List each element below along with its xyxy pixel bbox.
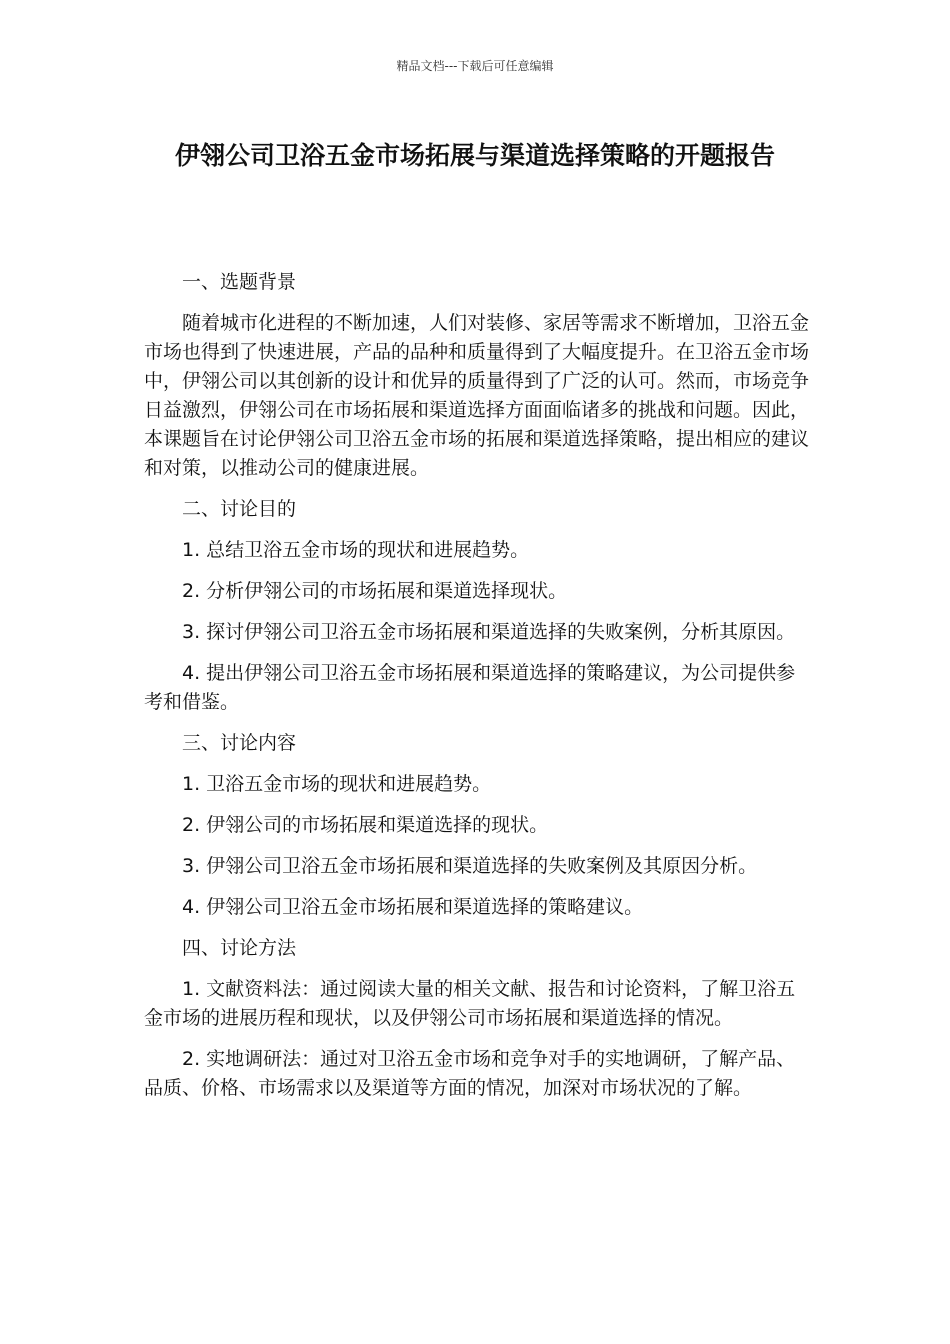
content-item: 2. 伊翎公司的市场拓展和渠道选择的现状。 [182, 814, 549, 836]
purpose-item: 3. 探讨伊翎公司卫浴五金市场拓展和渠道选择的失败案例，分析其原因。 [182, 621, 796, 643]
section-heading-methods: 四、讨论方法 [182, 937, 297, 959]
document-body [144, 268, 809, 1115]
background-paragraph: 随着城市化进程的不断加速，人们对装修、家居等需求不断增加，卫浴五金市场也得到了快速进展，产品的品种和质量得到了大幅度提升。在卫浴五金市场中，伊翎公司以其创新的设计和优异的质量得到了广泛的认可。然而，市场竞争日益激烈，伊翎公司在市场拓展和渠道选择方面面临诸多的挑战和问题。因此，本课题旨在讨论伊翎公司卫浴五金市场的拓展和渠道选择策略，提出相应的建议和对策，以推动公司的健康进展。 [144, 312, 810, 479]
page-header-note: 精品文档---下载后可任意编辑 [396, 59, 554, 73]
purpose-item: 2. 分析伊翎公司的市场拓展和渠道选择现状。 [182, 580, 568, 602]
purpose-item: 1. 总结卫浴五金市场的现状和进展趋势。 [182, 539, 530, 561]
section-heading-content: 三、讨论内容 [182, 732, 297, 754]
document-title: 伊翎公司卫浴五金市场拓展与渠道选择策略的开题报告 [174, 141, 775, 170]
content-item: 4. 伊翎公司卫浴五金市场拓展和渠道选择的策略建议。 [182, 896, 644, 918]
purpose-item: 4. 提出伊翎公司卫浴五金市场拓展和渠道选择的策略建议，为公司提供参考和借鉴。 [144, 662, 796, 713]
section-heading-background: 一、选题背景 [182, 271, 297, 293]
content-item: 3. 伊翎公司卫浴五金市场拓展和渠道选择的失败案例及其原因分析。 [182, 855, 758, 877]
method-item: 1. 文献资料法：通过阅读大量的相关文献、报告和讨论资料，了解卫浴五金市场的进展历程和现状，以及伊翎公司市场拓展和渠道选择的情况。 [144, 978, 796, 1029]
section-heading-purpose: 二、讨论目的 [182, 498, 297, 520]
content-item: 1. 卫浴五金市场的现状和进展趋势。 [182, 773, 492, 795]
method-item: 2. 实地调研法：通过对卫浴五金市场和竞争对手的实地调研，了解产品、品质、价格、市场需求以及渠道等方面的情况，加深对市场状况的了解。 [144, 1048, 796, 1099]
